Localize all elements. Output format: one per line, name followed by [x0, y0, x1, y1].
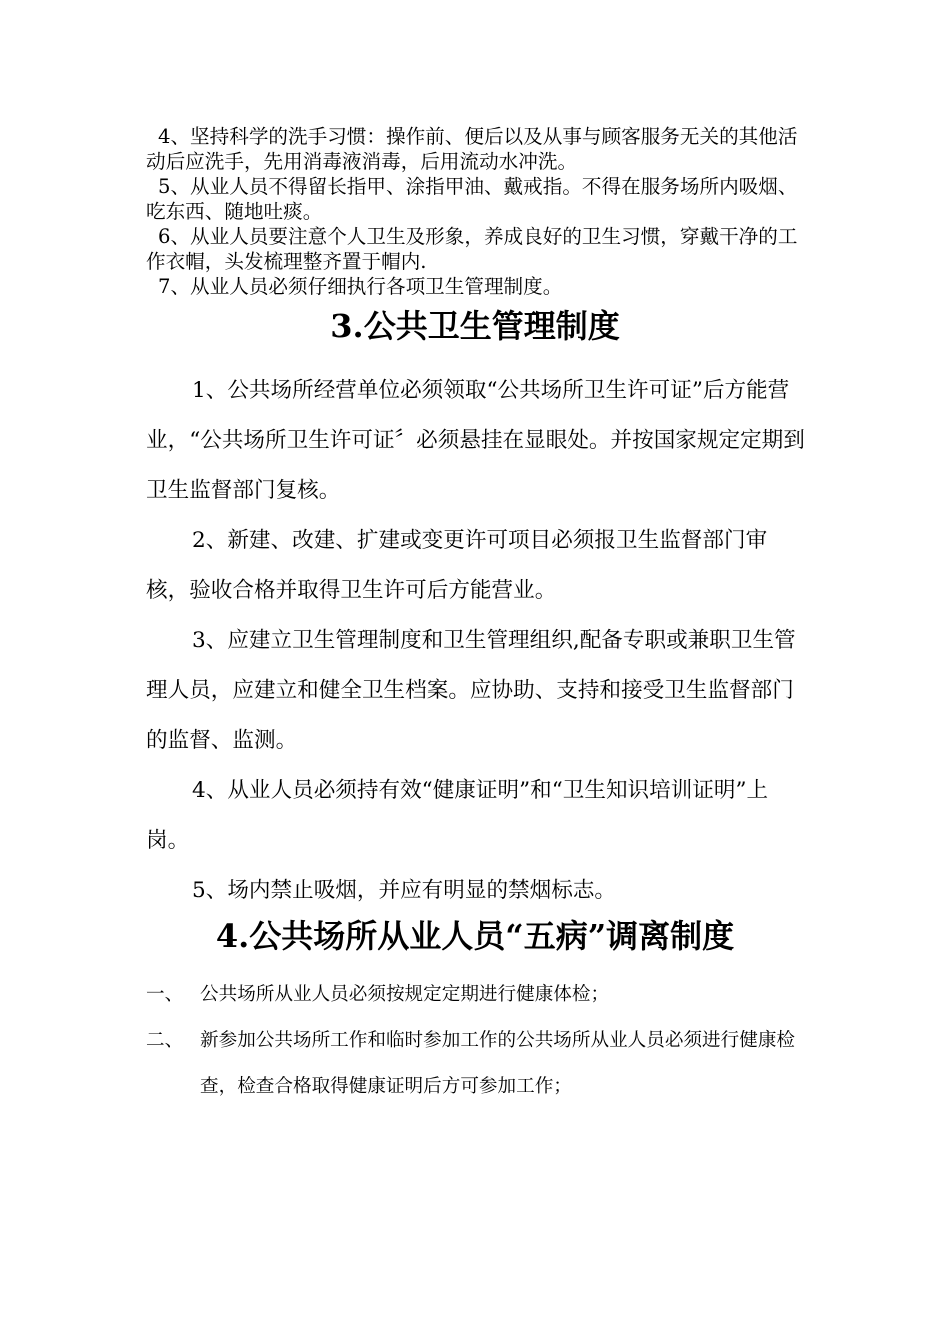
hygiene-rule-6-text: 6、从业人员要注意个人卫生及形象，养成良好的卫生习惯，穿戴干净的工作衣帽，头发梳理整齐置于帽内. [146, 225, 798, 273]
hygiene-rule-4 [146, 124, 806, 174]
list-marker: 二、 [146, 1030, 184, 1051]
section3-body [146, 366, 806, 916]
hygiene-rules [146, 124, 806, 299]
hygiene-rule-7 [146, 274, 806, 299]
section4-list [146, 972, 806, 1110]
section3-paragraph-5: 5、场内禁止吸烟，并应有明显的禁烟标志。 [192, 878, 617, 903]
section3-title: 3.公共卫生管理制度 [330, 307, 620, 345]
section3-paragraph-1: 1、公共场所经营单位必须领取“公共场所卫生许可证”后方能营业，“公共场所卫生许可证〞必须悬挂在显眼处。并按国家规定定期到卫生监督部门复核。 [146, 378, 805, 503]
hygiene-rule-5 [146, 174, 806, 224]
list-item-text: 新参加公共场所工作和临时参加工作的公共场所从业人员必须进行健康检查，检查合格取得健康证明后方可参加工作； [200, 1030, 796, 1097]
hygiene-rule-4-text: 4、坚持科学的洗手习惯：操作前、便后以及从事与顾客服务无关的其他活动后应洗手，先用消毒液消毒，后用流动水冲洗。 [146, 125, 798, 173]
section3-paragraph-3: 3、应建立卫生管理制度和卫生管理组织,配备专职或兼职卫生管理人员，应建立和健全卫生档案。应协助、支持和接受卫生监督部门的监督、监测。 [146, 628, 796, 753]
hygiene-rule-6 [146, 224, 806, 274]
list-item-text: 公共场所从业人员必须按规定定期进行健康体检； [200, 984, 610, 1005]
section3-paragraph-4: 4、从业人员必须持有效“健康证明”和“卫生知识培训证明”上岗。 [146, 778, 769, 853]
hygiene-rule-5-text: 5、从业人员不得留长指甲、涂指甲油、戴戒指。不得在服务场所内吸烟、吃东西、随地吐痰。 [146, 175, 798, 223]
section3-paragraph-2: 2、新建、改建、扩建或变更许可项目必须报卫生监督部门审核，验收合格并取得卫生许可后方能营业。 [146, 528, 768, 603]
list-item [146, 972, 806, 1018]
list-marker: 一、 [146, 984, 184, 1005]
list-item [146, 1018, 806, 1110]
section4-title: 4.公共场所从业人员“五病”调离制度 [215, 917, 735, 955]
hygiene-rule-7-text: 7、从业人员必须仔细执行各项卫生管理制度。 [158, 275, 563, 298]
